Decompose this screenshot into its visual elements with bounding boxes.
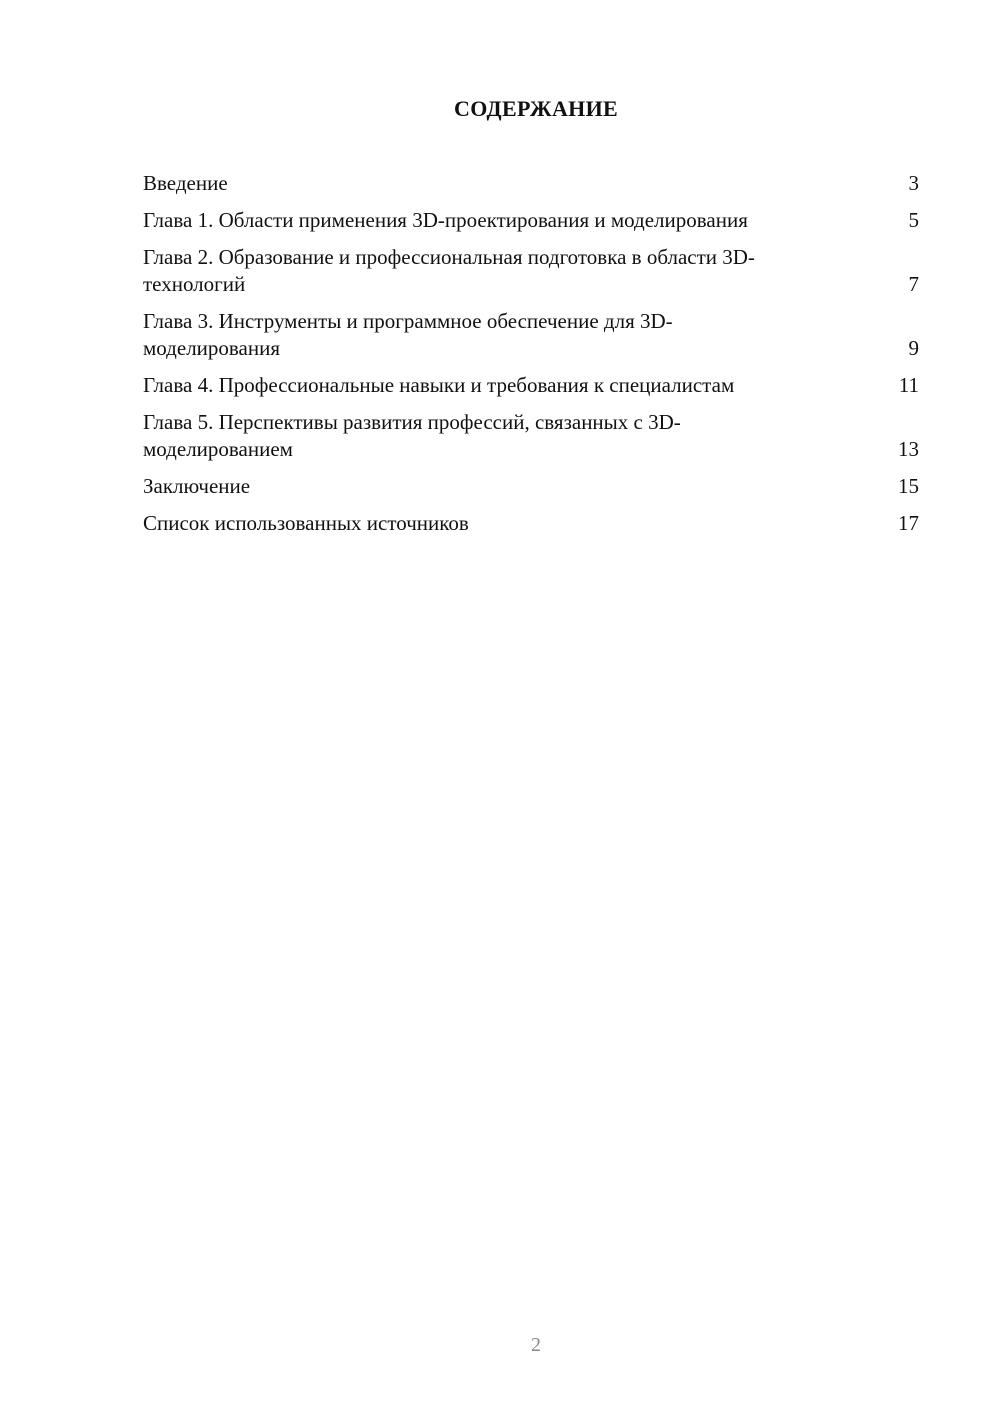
toc-title: СОДЕРЖАНИЕ [454, 96, 618, 121]
toc-entry-introduction [143, 170, 919, 197]
toc-entry-text: Глава 4. Профессиональные навыки и требования к специалистам [143, 373, 735, 397]
toc-entry-text: Глава 2. Образование и профессиональная подготовка в области 3D-технологий [143, 245, 755, 296]
toc-entry-references [143, 510, 919, 537]
toc-entry-chapter-3 [143, 308, 919, 362]
toc-entry-chapter-1 [143, 207, 919, 234]
table-of-contents [143, 170, 919, 547]
toc-entry-page: 3 [908, 171, 919, 195]
toc-entry-page: 7 [908, 272, 919, 296]
toc-entry-chapter-2 [143, 244, 919, 298]
toc-entry-page: 5 [908, 208, 919, 232]
toc-entry-text: Заключение [143, 474, 251, 498]
toc-entry-text: Введение [143, 171, 228, 195]
toc-entry-text: Глава 3. Инструменты и программное обеспечение для 3D-моделирования [143, 309, 673, 360]
toc-entry-page: 13 [898, 437, 919, 461]
page-number: 2 [531, 1334, 541, 1356]
toc-entry-page: 11 [898, 373, 919, 397]
toc-entry-page: 9 [908, 336, 919, 360]
toc-entry-page: 15 [898, 474, 919, 498]
toc-entry-conclusion [143, 473, 919, 500]
toc-entry-text: Глава 5. Перспективы развития профессий, связанных с 3D-моделированием [143, 410, 681, 461]
toc-entry-chapter-5 [143, 409, 919, 463]
toc-entry-chapter-4 [143, 372, 919, 399]
toc-entry-page: 17 [898, 511, 919, 535]
toc-entry-text: Список использованных источников [143, 511, 469, 535]
toc-entry-text: Глава 1. Области применения 3D-проектирования и моделирования [143, 208, 748, 232]
